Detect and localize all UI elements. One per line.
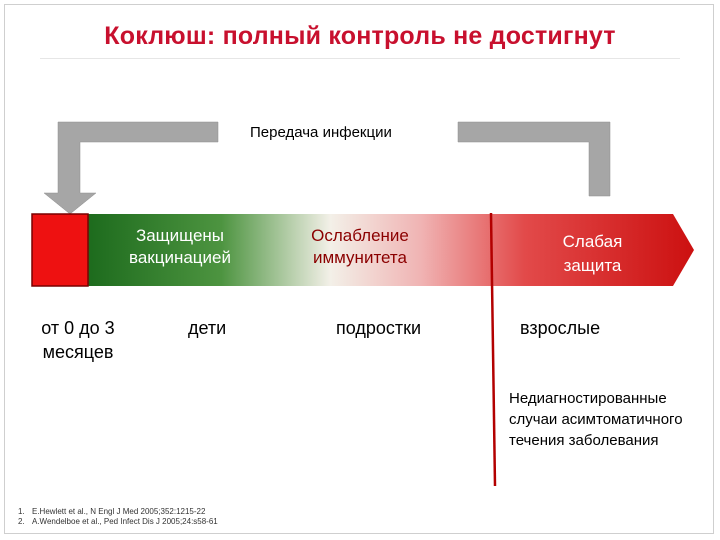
slide-title: Коклюш: полный контроль не достигнут xyxy=(104,22,616,50)
age-group-teens: подростки xyxy=(336,318,422,338)
protected-label: Защищены вакцинацией xyxy=(129,226,231,267)
age-group-adults: взрослые xyxy=(520,318,601,338)
weak-immunity-label: Ослабление иммунитета xyxy=(311,226,409,267)
transmission-arrow xyxy=(44,122,218,214)
age-group-newborn: от 0 до 3 месяцев xyxy=(41,318,115,362)
references xyxy=(18,507,218,527)
undiagnosed-note: Недиагностированные случаи асимтоматичного течения заболевания xyxy=(509,390,683,449)
newborn-block xyxy=(32,214,88,286)
transmission-arrow-tail xyxy=(458,122,610,196)
age-group-children: дети xyxy=(188,318,227,338)
transmission-label: Передача инфекции xyxy=(250,124,392,141)
weak-protection-label: Слабая защита xyxy=(562,232,623,275)
reference-item: 2. A.Wendelboe et al., Ped Infect Dis J 2005;24:s58-61 xyxy=(18,517,218,526)
reference-item: 1. E.Hewlett et al., N Engl J Med 2005;352:1215-22 xyxy=(18,507,206,516)
